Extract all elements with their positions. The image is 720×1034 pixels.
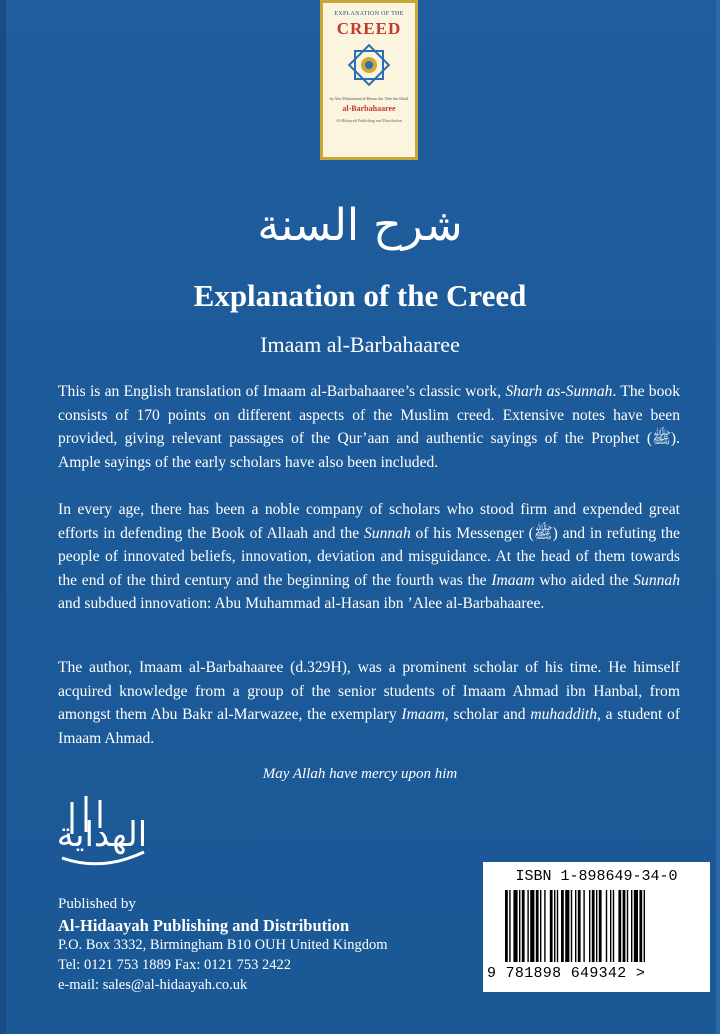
publisher-logo: [52, 788, 152, 872]
book-cover-thumbnail: [320, 0, 418, 160]
book-author: Imaam al-Barbahaaree: [260, 332, 460, 357]
publisher-logo-text: الهداية: [56, 815, 148, 855]
publisher-phone: Tel: 0121 753 1889 Fax: 0121 753 2422: [58, 957, 291, 973]
thumbnail-byline: by Abu Muhammad al-Hasan ibn 'Alee ibn Khalf: [329, 96, 409, 101]
publisher-address: P.O. Box 3332, Birmingham B10 OUH United Kingdom: [58, 937, 388, 953]
description-paragraph-1: This is an English translation of Imaam al-Barbahaaree’s classic work, Sharh as-Sunnah. The book consists of 170 points on different aspects of the Muslim creed. Extensive notes have been provided, giving relevant passages of the Qur’aan and authentic sayings of the Prophet (ﷺ). Ample sayings of the early scholars have also been included.: [58, 383, 680, 471]
thumbnail-author: al-Barbahaaree: [342, 104, 396, 113]
ornament-icon: [347, 43, 391, 87]
publisher-email[interactable]: e-mail: sales@al-hidaayah.co.uk: [58, 977, 248, 993]
cover-right-edge: [716, 0, 720, 1034]
thumbnail-footer: Al-Hidaayah Publishing and Distribution: [336, 118, 402, 123]
thumbnail-title: CREED: [336, 19, 402, 38]
barcode-bars: [505, 890, 691, 966]
description-paragraph-2: In every age, there has been a noble company of scholars who stood firm and expended great efforts in defending the Book of Allaah and the Sunnah of his Messenger (ﷺ) and in refuting the people of innovated beliefs, innovation, deviation and misguidance. At the head of them towards the end of the third century and the beginning of the fourth was the Imaam who aided the Sunnah and subdued innovation: Abu Muhammad al-Hasan ibn ’Alee al-Barbahaaree.: [58, 501, 680, 612]
description-paragraph-3: The author, Imaam al-Barbahaaree (d.329H), was a prominent scholar of his time. He himself acquired knowledge from a group of the senior students of Imaam Ahmad ibn Hanbal, from amongst them Abu Bakr al-Marwazee, the exemplary Imaam, scholar and muhaddith, a student of Imaam Ahmad.: [58, 659, 681, 747]
book-title: Explanation of the Creed: [193, 278, 527, 313]
arabic-title: شرح السنة: [257, 200, 463, 251]
cover-left-edge: [0, 0, 6, 1034]
published-by-label: Published by: [58, 896, 136, 912]
publisher-name: Al-Hidaayah Publishing and Distribution: [58, 916, 350, 935]
barcode-digits: 9 781898 649342 >: [487, 965, 646, 982]
closing-blessing: May Allah have mercy upon him: [262, 766, 458, 782]
isbn-number: ISBN 1-898649-34-0: [515, 868, 678, 885]
thumbnail-series: EXPLANATION OF THE: [334, 11, 404, 17]
isbn-barcode: [483, 862, 710, 992]
